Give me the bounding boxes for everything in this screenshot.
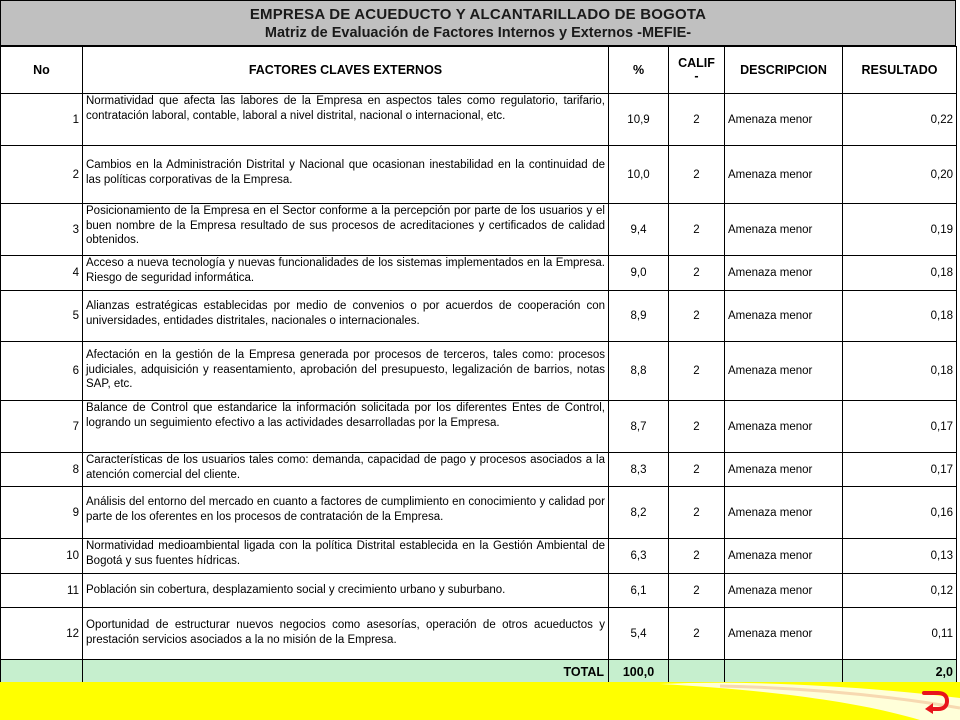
table-header-row bbox=[1, 47, 957, 94]
row-pct: 8,7 bbox=[609, 401, 669, 453]
row-result: 0,18 bbox=[843, 342, 957, 401]
row-pct: 8,3 bbox=[609, 453, 669, 487]
row-number: 6 bbox=[1, 342, 83, 401]
row-desc: Amenaza menor bbox=[725, 539, 843, 574]
row-factor: Balance de Control que estandarice la información solicitada por los diferentes Entes de Control, logrando un seguimiento efectivo a las actividades desarrolladas por la Empresa. bbox=[83, 401, 609, 453]
row-number: 2 bbox=[1, 146, 83, 204]
row-calif: 2 bbox=[669, 608, 725, 660]
row-result: 0,16 bbox=[843, 487, 957, 539]
row-desc: Amenaza menor bbox=[725, 342, 843, 401]
row-pct: 8,9 bbox=[609, 291, 669, 342]
table-row bbox=[1, 291, 957, 342]
matrix-subtitle: Matriz de Evaluación de Factores Internos y Externos -MEFIE- bbox=[264, 25, 692, 41]
footer-swoosh bbox=[660, 682, 960, 720]
col-header-result: RESULTADO bbox=[843, 47, 957, 94]
row-number: 8 bbox=[1, 453, 83, 487]
row-calif: 2 bbox=[669, 291, 725, 342]
title-band bbox=[0, 0, 956, 46]
row-factor: Análisis del entorno del mercado en cuanto a factores de cumplimiento en conocimiento y calidad por parte de los oferentes en los procesos de contratación de la Empresa. bbox=[83, 487, 609, 539]
row-desc: Amenaza menor bbox=[725, 487, 843, 539]
table-row bbox=[1, 401, 957, 453]
total-label: TOTAL bbox=[83, 660, 609, 685]
row-desc: Amenaza menor bbox=[725, 204, 843, 256]
table-row bbox=[1, 453, 957, 487]
row-number: 7 bbox=[1, 401, 83, 453]
row-calif: 2 bbox=[669, 539, 725, 574]
col-header-calif bbox=[669, 47, 725, 94]
return-arrow-icon[interactable] bbox=[920, 688, 950, 714]
table-row bbox=[1, 204, 957, 256]
row-pct: 10,9 bbox=[609, 94, 669, 146]
col-header-desc: DESCRIPCION bbox=[725, 47, 843, 94]
row-desc: Amenaza menor bbox=[725, 146, 843, 204]
row-result: 0,11 bbox=[843, 608, 957, 660]
row-pct: 5,4 bbox=[609, 608, 669, 660]
table-row bbox=[1, 342, 957, 401]
table-row bbox=[1, 574, 957, 608]
row-result: 0,17 bbox=[843, 401, 957, 453]
row-desc: Amenaza menor bbox=[725, 94, 843, 146]
mefie-table bbox=[0, 46, 957, 685]
row-calif: 2 bbox=[669, 453, 725, 487]
row-number: 10 bbox=[1, 539, 83, 574]
row-factor: Normatividad que afecta las labores de la Empresa en aspectos tales como regulatorio, tarifario, contratación laboral, contable, laboral a nivel distrital, nacional o internacional, etc. bbox=[83, 94, 609, 146]
row-pct: 10,0 bbox=[609, 146, 669, 204]
row-number: 3 bbox=[1, 204, 83, 256]
row-factor: Características de los usuarios tales como: demanda, capacidad de pago y procesos asociados a la atención comercial del cliente. bbox=[83, 453, 609, 487]
row-calif: 2 bbox=[669, 574, 725, 608]
row-desc: Amenaza menor bbox=[725, 256, 843, 291]
row-factor: Cambios en la Administración Distrital y Nacional que ocasionan inestabilidad en la continuidad de las políticas corporativas de la Empresa. bbox=[83, 146, 609, 204]
row-result: 0,12 bbox=[843, 574, 957, 608]
row-result: 0,20 bbox=[843, 146, 957, 204]
row-factor: Acceso a nueva tecnología y nuevas funcionalidades de los sistemas implementados en la Empresa. Riesgo de seguridad informática. bbox=[83, 256, 609, 291]
row-calif: 2 bbox=[669, 204, 725, 256]
row-calif: 2 bbox=[669, 256, 725, 291]
row-pct: 8,2 bbox=[609, 487, 669, 539]
total-row bbox=[1, 660, 957, 685]
row-desc: Amenaza menor bbox=[725, 401, 843, 453]
row-number: 9 bbox=[1, 487, 83, 539]
row-calif: 2 bbox=[669, 94, 725, 146]
table-row bbox=[1, 146, 957, 204]
table-row bbox=[1, 487, 957, 539]
row-desc: Amenaza menor bbox=[725, 574, 843, 608]
row-result: 0,22 bbox=[843, 94, 957, 146]
row-result: 0,17 bbox=[843, 453, 957, 487]
col-header-factor: FACTORES CLAVES EXTERNOS bbox=[83, 47, 609, 94]
table-row bbox=[1, 256, 957, 291]
row-factor: Población sin cobertura, desplazamiento social y crecimiento urbano y suburbano. bbox=[83, 574, 609, 608]
row-number: 1 bbox=[1, 94, 83, 146]
table-row bbox=[1, 539, 957, 574]
row-number: 12 bbox=[1, 608, 83, 660]
table-row bbox=[1, 94, 957, 146]
row-pct: 6,1 bbox=[609, 574, 669, 608]
row-calif: 2 bbox=[669, 342, 725, 401]
company-title: EMPRESA DE ACUEDUCTO Y ALCANTARILLADO DE BOGOTA bbox=[249, 6, 707, 23]
row-number: 11 bbox=[1, 574, 83, 608]
row-factor: Normatividad medioambiental ligada con la política Distrital establecida en la Gestión Ambiental de Bogotá y sus fuentes hídricas. bbox=[83, 539, 609, 574]
total-desc-cell bbox=[725, 660, 843, 685]
col-header-no: No bbox=[1, 47, 83, 94]
row-calif: 2 bbox=[669, 487, 725, 539]
total-calif-cell bbox=[669, 660, 725, 685]
table-row bbox=[1, 608, 957, 660]
row-pct: 9,4 bbox=[609, 204, 669, 256]
row-result: 0,19 bbox=[843, 204, 957, 256]
row-factor: Oportunidad de estructurar nuevos negocios como asesorías, operación de otros acueductos y prestación servicios asociados a la no misión de la Empresa. bbox=[83, 608, 609, 660]
row-result: 0,18 bbox=[843, 256, 957, 291]
row-number: 5 bbox=[1, 291, 83, 342]
row-factor: Alianzas estratégicas establecidas por medio de convenios o por acuerdos de cooperación con universidades, entidades distritales, nacionales o internacionales. bbox=[83, 291, 609, 342]
total-result: 2,0 bbox=[843, 660, 957, 685]
col-header-calif-mark: - bbox=[694, 69, 699, 83]
row-desc: Amenaza menor bbox=[725, 608, 843, 660]
row-calif: 2 bbox=[669, 146, 725, 204]
row-result: 0,13 bbox=[843, 539, 957, 574]
row-pct: 8,8 bbox=[609, 342, 669, 401]
col-header-calif-label: CALIF bbox=[678, 56, 715, 70]
row-factor: Afectación en la gestión de la Empresa generada por procesos de terceros, tales como: procesos judiciales, adquisición y reasentamiento, aprobación del presupuesto, legalización de barrios, notas SAP, etc. bbox=[83, 342, 609, 401]
row-pct: 9,0 bbox=[609, 256, 669, 291]
row-result: 0,18 bbox=[843, 291, 957, 342]
row-factor: Posicionamiento de la Empresa en el Sector conforme a la percepción por parte de los usuarios y el buen nombre de la Empresa resultado de sus procesos de acreditaciones y certificados de calidad obtenidos. bbox=[83, 204, 609, 256]
row-pct: 6,3 bbox=[609, 539, 669, 574]
row-desc: Amenaza menor bbox=[725, 291, 843, 342]
row-desc: Amenaza menor bbox=[725, 453, 843, 487]
total-no-cell bbox=[1, 660, 83, 685]
col-header-pct: % bbox=[609, 47, 669, 94]
row-calif: 2 bbox=[669, 401, 725, 453]
row-number: 4 bbox=[1, 256, 83, 291]
total-pct: 100,0 bbox=[609, 660, 669, 685]
